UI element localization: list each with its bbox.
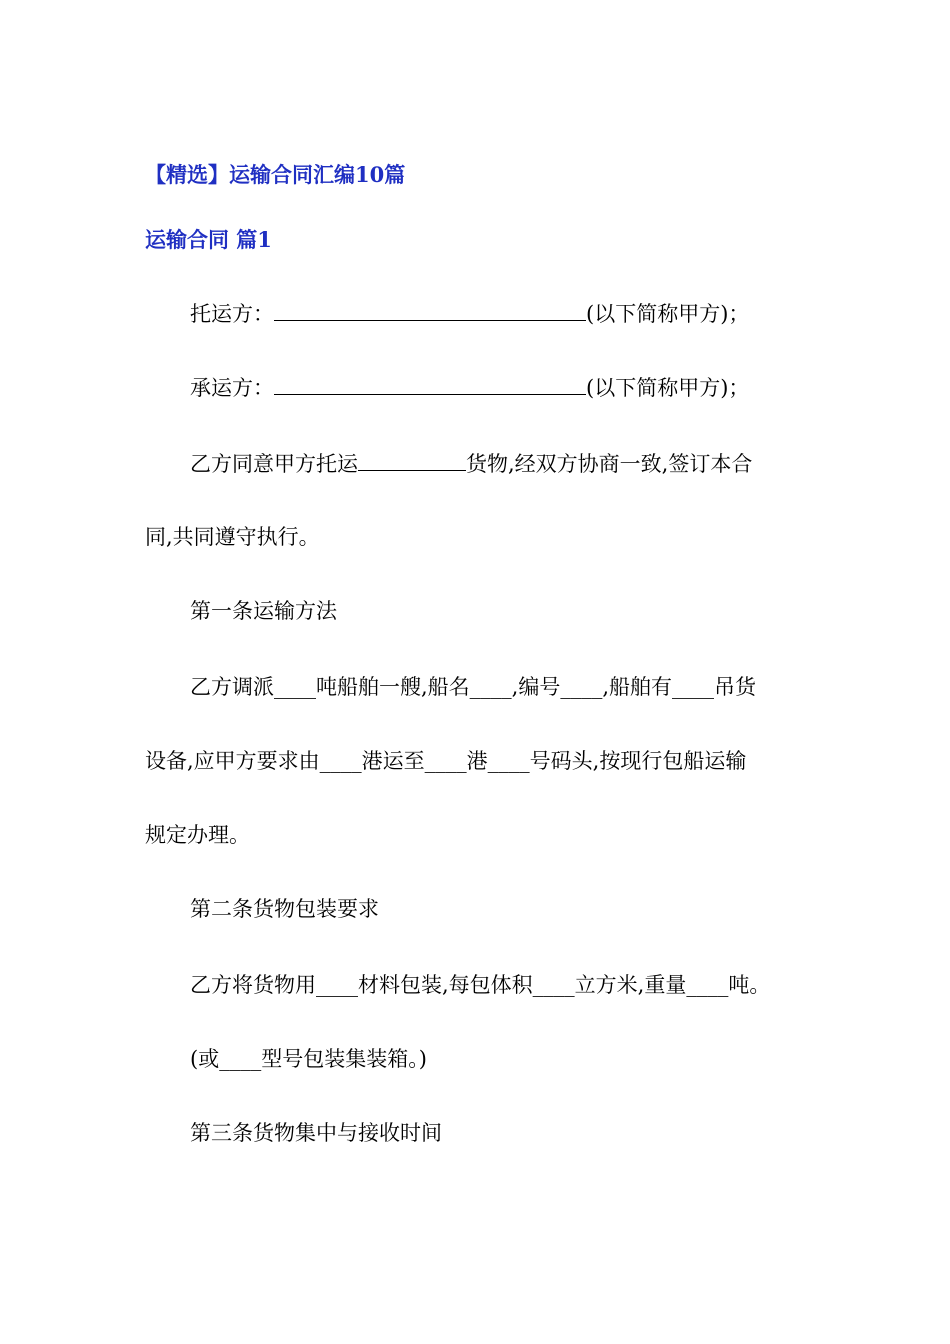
- paragraph-line: 规定办理。: [145, 823, 250, 847]
- section-heading: 运输合同 篇1: [145, 227, 272, 252]
- paragraph-text: 乙方同意甲方托运: [190, 452, 358, 476]
- paragraph-line: [190, 448, 752, 479]
- paragraph-line: 乙方调派____吨船舶一艘,船名____,编号____,船舶有____吊货: [190, 675, 757, 699]
- goods-blank: [358, 448, 466, 471]
- document-title: 【精选】运输合同汇编10篇: [145, 162, 406, 187]
- article-heading: 第一条运输方法: [190, 599, 337, 623]
- paragraph-line: (或____型号包装集装箱。): [190, 1047, 427, 1071]
- shipper-blank: [274, 298, 586, 321]
- article-heading: 第三条货物集中与接收时间: [190, 1121, 442, 1145]
- shipper-suffix: (以下简称甲方)；: [586, 302, 750, 326]
- paragraph-line: 设备,应甲方要求由____港运至____港____号码头,按现行包船运输: [145, 749, 747, 773]
- carrier-blank: [274, 372, 586, 395]
- carrier-line: [190, 372, 749, 403]
- shipper-line: [190, 298, 749, 329]
- paragraph-line: 乙方将货物用____材料包装,每包体积____立方米,重量____吨。: [190, 973, 771, 997]
- article-heading: 第二条货物包装要求: [190, 897, 379, 921]
- shipper-label: 托运方：: [190, 302, 274, 326]
- carrier-suffix: (以下简称甲方)；: [586, 376, 750, 400]
- paragraph-line: 同,共同遵守执行。: [145, 525, 320, 549]
- paragraph-text: 货物,经双方协商一致,签订本合: [466, 452, 753, 476]
- carrier-label: 承运方：: [190, 376, 274, 400]
